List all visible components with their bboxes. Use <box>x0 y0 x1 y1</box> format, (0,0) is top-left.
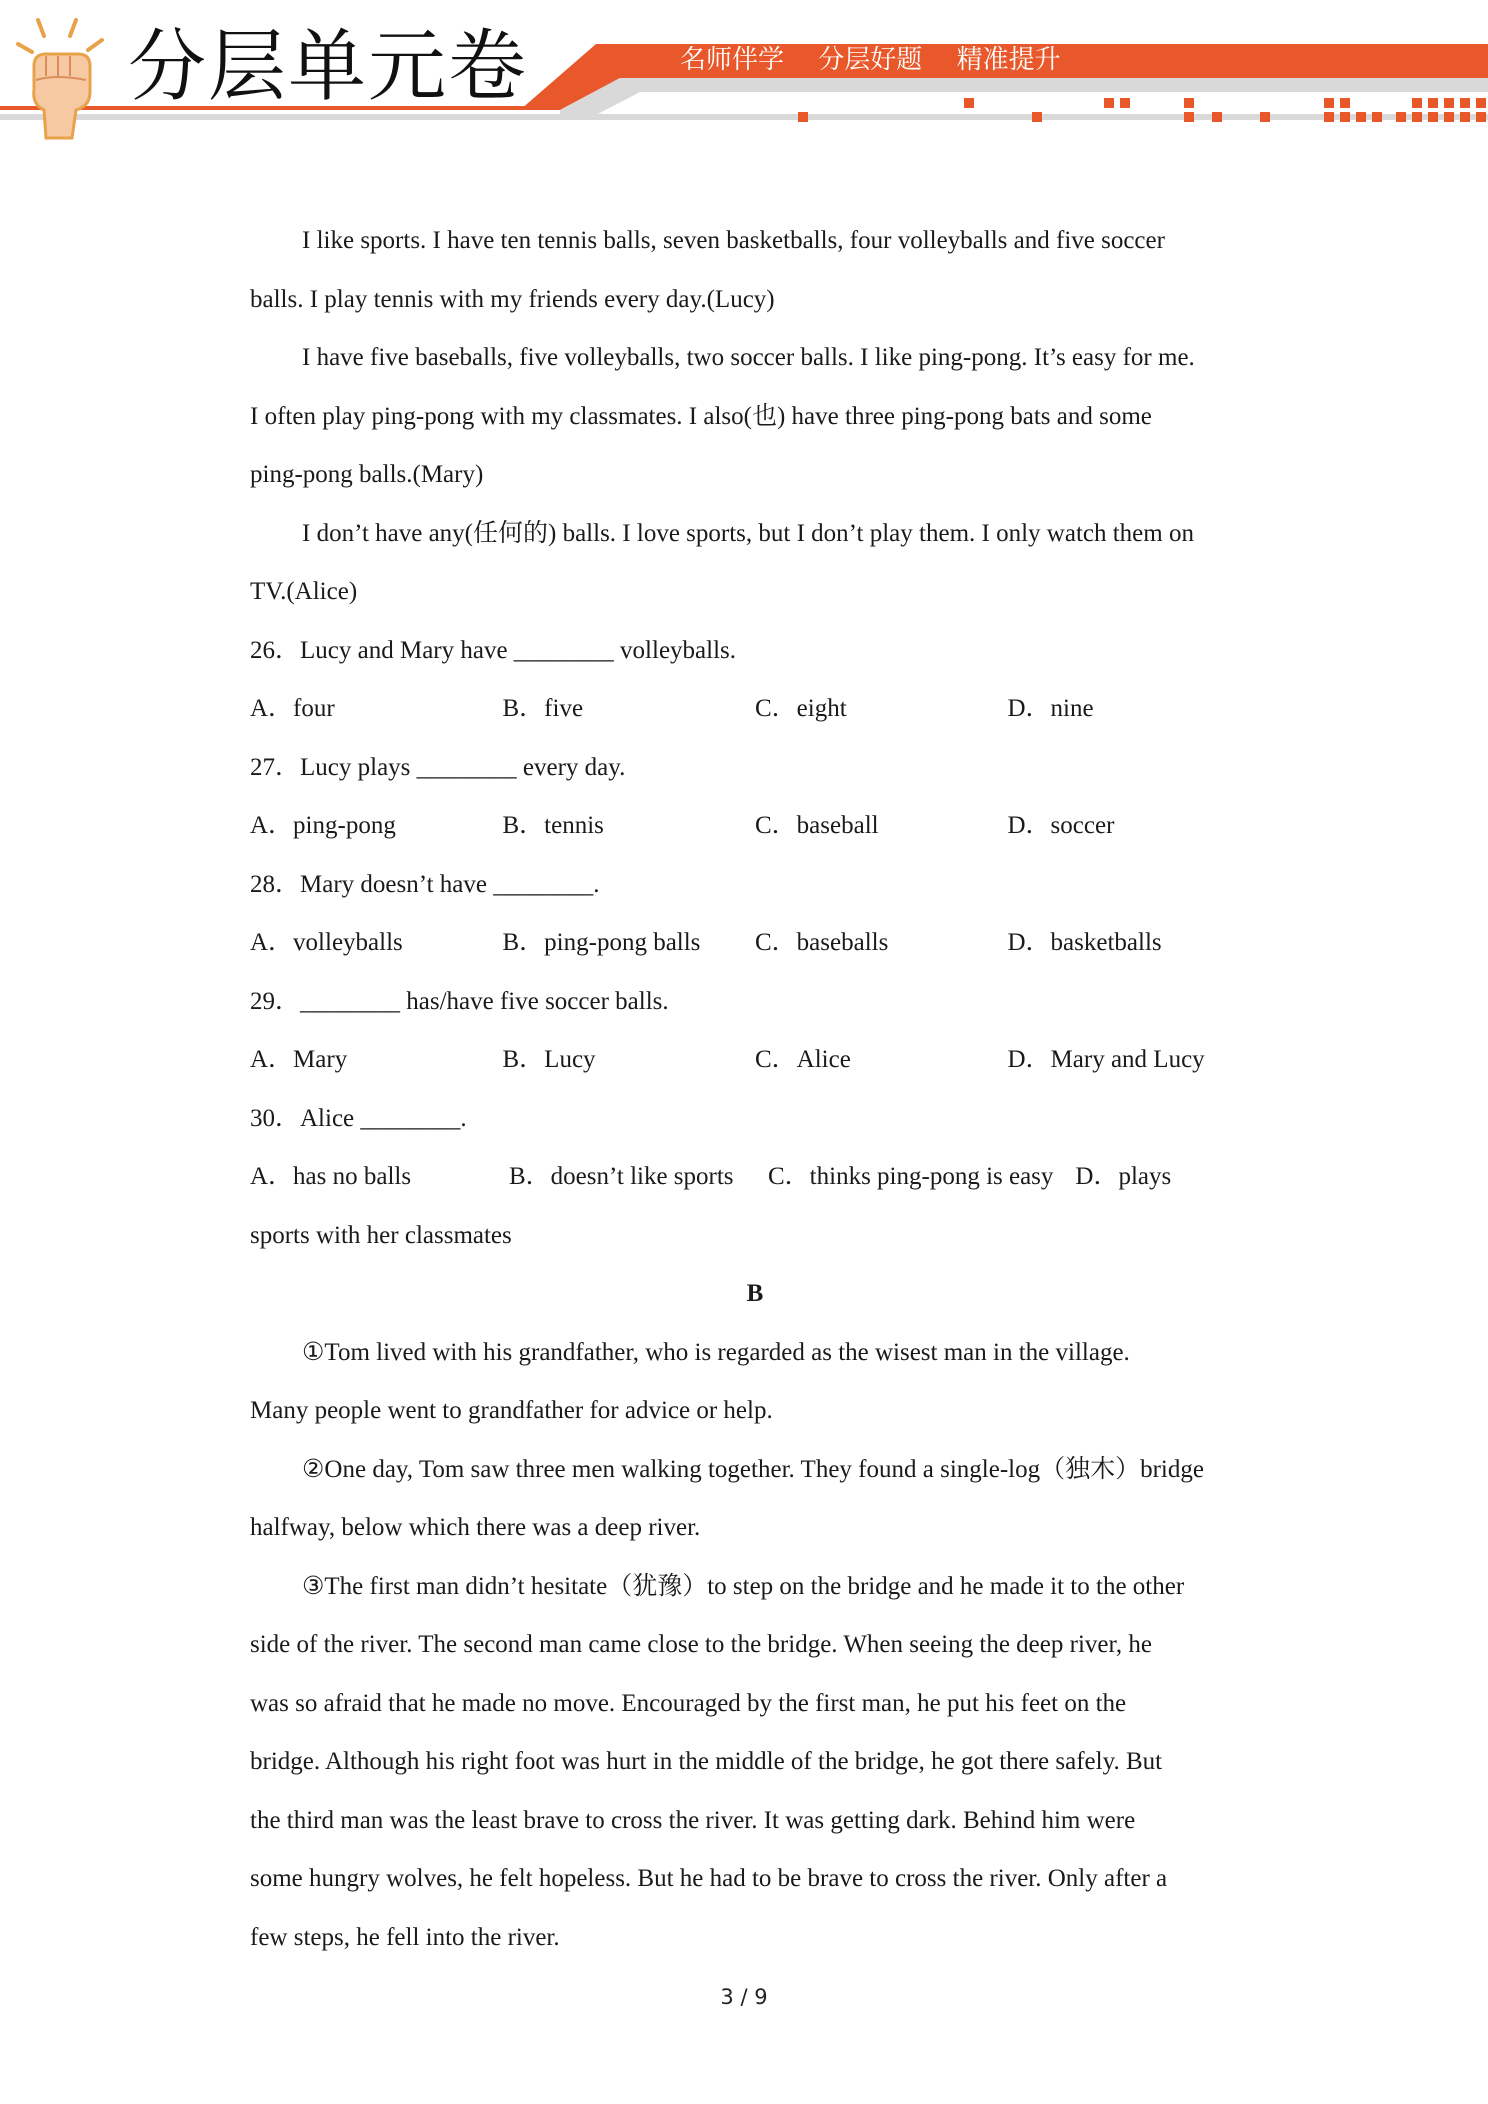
option-row <box>250 680 1260 739</box>
paragraph-line: bridge. Although his right foot was hurt in the middle of the bridge, he got there safely. But <box>250 1748 1163 1775</box>
option-c[interactable]: C．eight <box>755 695 847 722</box>
option-c[interactable]: C．thinks ping-pong is easy <box>768 1163 1054 1190</box>
page-header <box>0 0 1488 150</box>
slogan-item: 名师伴学 <box>680 45 785 75</box>
option-c[interactable]: C．Alice <box>755 1046 851 1073</box>
paragraph-line: I don’t have any(任何的) balls. I love sports, but I don’t play them. I only watch them on <box>302 519 1194 547</box>
paragraph-line: I often play ping-pong with my classmates. I also(也) have three ping-pong bats and some <box>250 402 1152 430</box>
option-a[interactable]: A．Mary <box>250 1046 348 1073</box>
paragraph-line: halfway, below which there was a deep river. <box>250 1514 701 1541</box>
page-content <box>250 212 1260 1967</box>
section-title: B <box>746 1280 764 1307</box>
paragraph-line: balls. I play tennis with my friends every day.(Lucy) <box>250 285 775 313</box>
slogan-item: 精准提升 <box>956 45 1061 75</box>
option-d[interactable]: D．plays <box>1075 1163 1172 1190</box>
question-stem: 30．Alice ________. <box>250 1104 467 1132</box>
paragraph-line: ping-pong balls.(Mary) <box>250 461 484 488</box>
question-26 <box>250 622 1260 739</box>
fist-icon <box>6 14 116 144</box>
paragraph-line: I have five baseballs, five volleyballs, two soccer balls. I like ping-pong. It’s easy for me. <box>302 344 1195 371</box>
question-28 <box>250 856 1260 973</box>
paragraph-line: ①Tom lived with his grandfather, who is regarded as the wisest man in the village. <box>302 1338 1130 1366</box>
paragraph-line: few steps, he fell into the river. <box>250 1923 560 1951</box>
option-row <box>250 1148 1260 1207</box>
option-row <box>250 914 1260 973</box>
page-number: 3 / 9 <box>720 1985 768 2009</box>
option-b[interactable]: B．ping-pong balls <box>502 929 701 956</box>
paragraph-line: was so afraid that he made no move. Encouraged by the first man, he put his feet on the <box>250 1689 1127 1717</box>
option-d[interactable]: D．basketballs <box>1007 929 1162 956</box>
question-stem: 29．________ has/have five soccer balls. <box>250 987 669 1015</box>
question-stem: 27．Lucy plays ________ every day. <box>250 753 626 781</box>
paragraph-line: ③The first man didn’t hesitate（犹豫）to step on the bridge and he made it to the other <box>302 1572 1185 1600</box>
option-row <box>250 797 1260 856</box>
option-b[interactable]: B．five <box>502 695 584 722</box>
paragraph-line: ②One day, Tom saw three men walking together. They found a single-log（独木）bridge <box>302 1455 1204 1483</box>
question-stem: 28．Mary doesn’t have ________. <box>250 870 600 898</box>
option-b[interactable]: B．Lucy <box>502 1046 596 1073</box>
paragraph-line: side of the river. The second man came close to the bridge. When seeing the deep river, he <box>250 1631 1152 1658</box>
paragraph-line: Many people went to grandfather for advice or help. <box>250 1397 773 1424</box>
paragraph-line: some hungry wolves, he felt hopeless. But he had to be brave to cross the river. Only after a <box>250 1865 1168 1892</box>
option-c[interactable]: C．baseball <box>755 812 879 839</box>
option-d-continuation: sports with her classmates <box>250 1221 512 1249</box>
passage-a <box>250 212 1260 622</box>
brand-title: 分层单元卷 <box>128 22 529 112</box>
question-29 <box>250 973 1260 1090</box>
paragraph-line: the third man was the least brave to cross the river. It was getting dark. Behind him were <box>250 1806 1136 1834</box>
question-list <box>250 622 1260 1266</box>
option-a[interactable]: A．volleyballs <box>250 929 403 956</box>
option-a[interactable]: A．has no balls <box>250 1163 412 1190</box>
question-stem: 26．Lucy and Mary have ________ volleyballs. <box>250 636 737 664</box>
paragraph-line: I like sports. I have ten tennis balls, seven basketballs, four volleyballs and five soccer <box>302 227 1165 254</box>
slogan-item: 分层好题 <box>818 45 923 75</box>
option-d[interactable]: D．Mary and Lucy <box>1007 1046 1205 1073</box>
question-27 <box>250 739 1260 856</box>
question-30 <box>250 1090 1260 1266</box>
option-d[interactable]: D．soccer <box>1007 812 1115 839</box>
paragraph-line: TV.(Alice) <box>250 578 358 605</box>
header-slogan <box>680 42 1087 78</box>
option-a[interactable]: A．ping-pong <box>250 812 396 839</box>
option-b[interactable]: B．tennis <box>502 812 604 839</box>
option-a[interactable]: A．four <box>250 695 335 722</box>
option-row <box>250 1031 1260 1090</box>
passage-b <box>250 1265 1260 1967</box>
option-d[interactable]: D．nine <box>1007 695 1094 722</box>
option-c[interactable]: C．baseballs <box>755 929 889 956</box>
option-b[interactable]: B．doesn’t like sports <box>509 1163 734 1190</box>
